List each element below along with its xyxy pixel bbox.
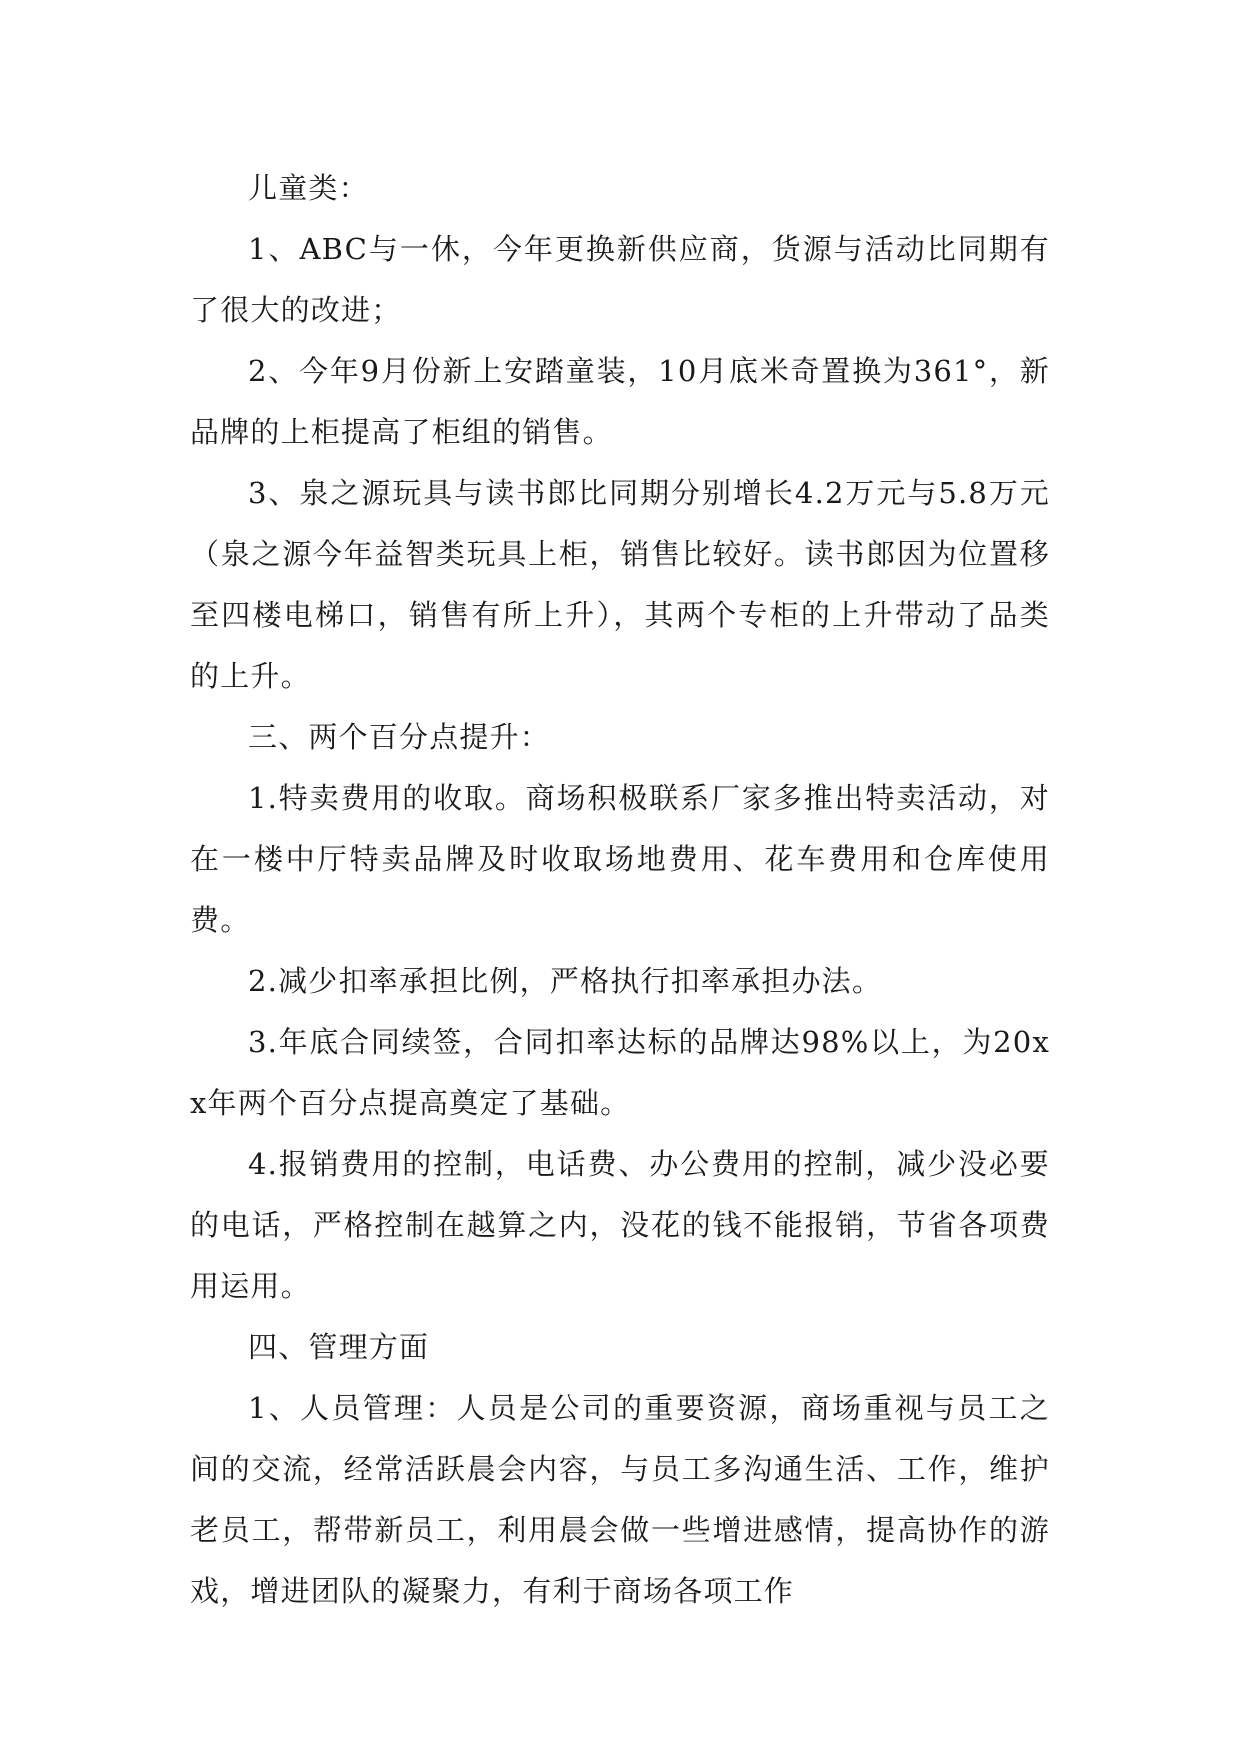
section-heading-four: 四、管理方面 — [248, 1330, 430, 1364]
document-body — [190, 158, 1050, 1622]
paragraph-item-2: 2.减少扣率承担比例，严格执行扣率承担办法。 — [248, 964, 883, 998]
paragraph-item-1: 1.特卖费用的收取。商场积极联系厂家多推出特卖活动，对在一楼中厅特卖品牌及时收取场地费用、花车费用和仓库使用费。 — [190, 781, 1050, 937]
paragraph-item-3: 3.年底合同续签，合同扣率达标的品牌达98%以上，为20xx年两个百分点提高奠定了基础。 — [190, 1025, 1050, 1120]
paragraph-item-1: 1、ABC与一休，今年更换新供应商，货源与活动比同期有了很大的改进； — [190, 232, 1050, 327]
paragraph-item-4: 4.报销费用的控制，电话费、办公费用的控制，减少没必要的电话，严格控制在越算之内，没花的钱不能报销，节省各项费用运用。 — [190, 1147, 1050, 1303]
paragraph-item-3: 3、泉之源玩具与读书郎比同期分别增长4.2万元与5.8万元（泉之源今年益智类玩具上柜，销售比较好。读书郎因为位置移至四楼电梯口，销售有所上升），其两个专柜的上升带动了品类的上升。 — [190, 476, 1050, 693]
paragraph-item-2: 2、今年9月份新上安踏童装，10月底米奇置换为361°，新品牌的上柜提高了柜组的销售。 — [190, 354, 1050, 449]
paragraph-children-category: 儿童类： — [248, 171, 369, 205]
section-heading-three: 三、两个百分点提升： — [248, 720, 551, 754]
paragraph-item-1: 1、人员管理：人员是公司的重要资源，商场重视与员工之间的交流，经常活跃晨会内容，与员工多沟通生活、工作，维护老员工，帮带新员工，利用晨会做一些增进感情，提高协作的游戏，增进团队的凝聚力，有利于商场各项工作 — [190, 1391, 1050, 1608]
